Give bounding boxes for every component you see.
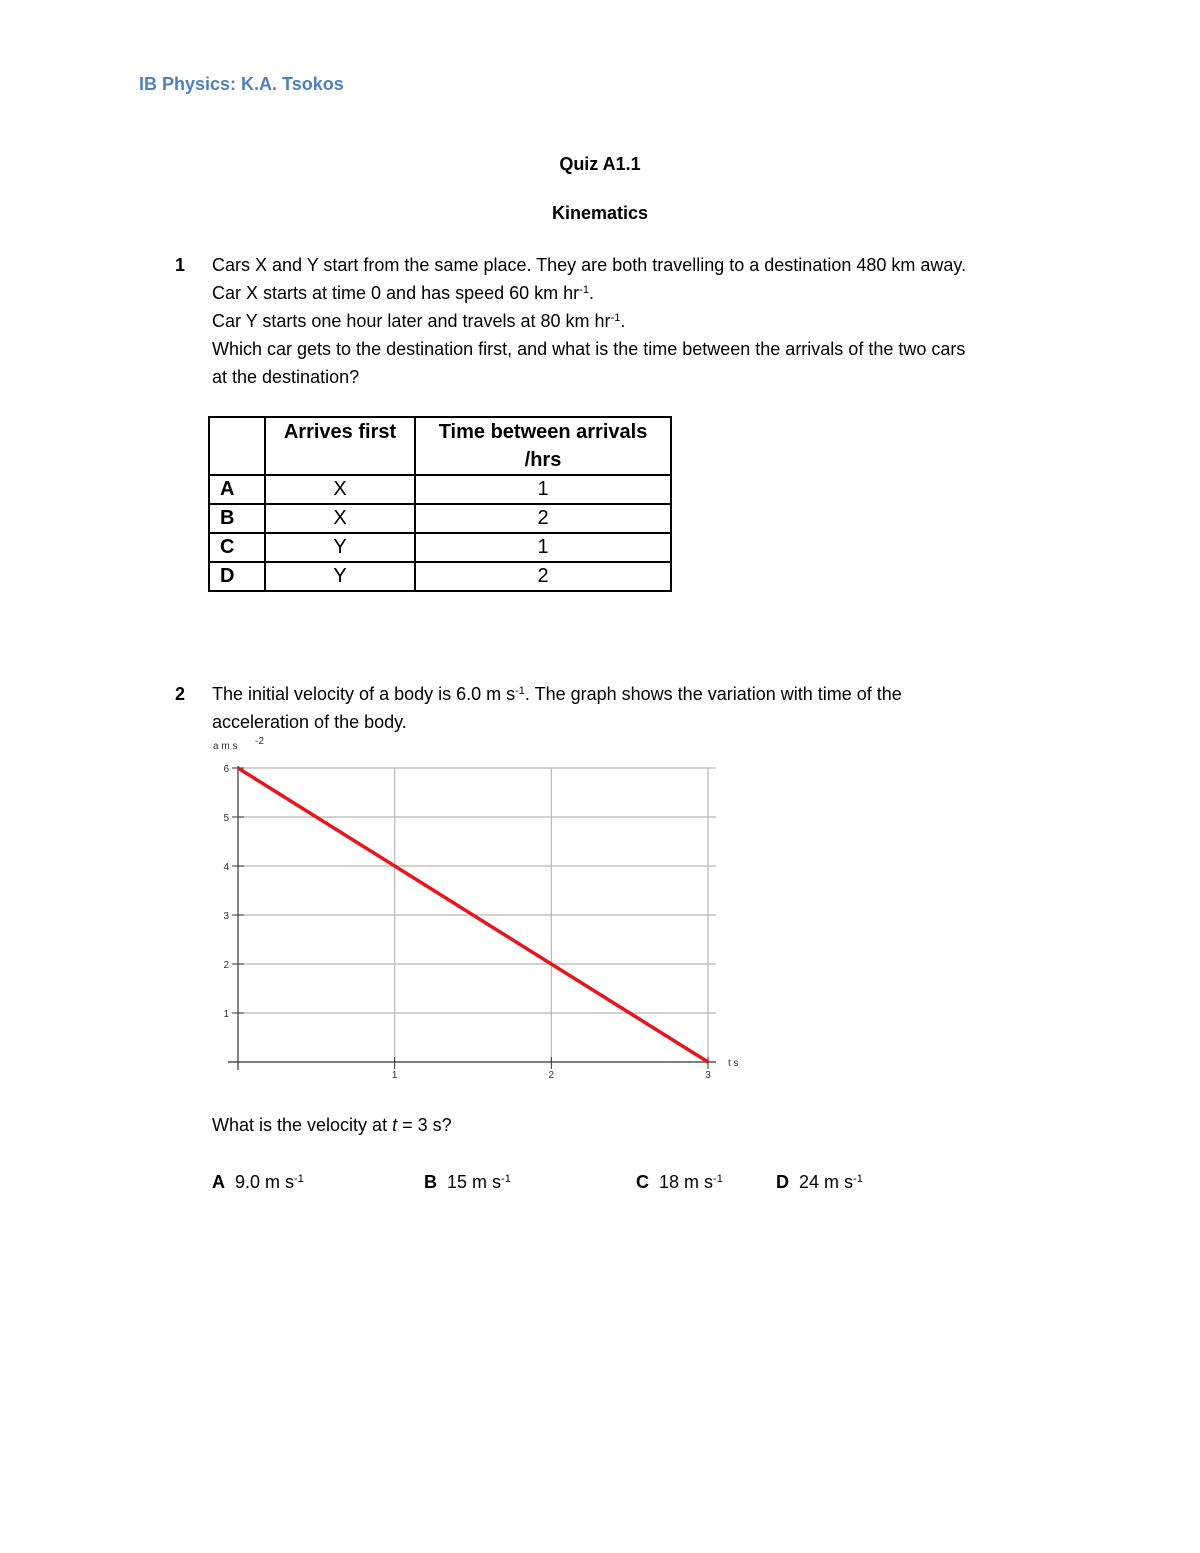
row-first: X: [265, 475, 415, 504]
table-row: [209, 475, 671, 504]
q2-line-1: The initial velocity of a body is 6.0 m $s^{-1}$. The graph shows the variation with time of the: [212, 684, 902, 704]
row-time: 2: [415, 504, 671, 533]
y-tick-label: 6: [223, 764, 229, 775]
row-first: Y: [265, 562, 415, 591]
question-2-text: [212, 680, 1072, 736]
q1-line-1: Cars X and Y start from the same place. They are both travelling to a destination 480 km away.: [212, 255, 967, 275]
option-c: C 18 m $s^{-1}$: [636, 1172, 723, 1192]
q2-line-2: acceleration of the body.: [212, 712, 407, 732]
x-axis-label: t s: [728, 1058, 739, 1069]
row-key: D: [209, 562, 265, 591]
x-tick-label: 3: [705, 1070, 711, 1081]
q1-line-3: Car Y starts one hour later and travels at 80 km $hr^{-1}$.: [212, 311, 626, 331]
y-axis-label: a m s: [213, 741, 238, 752]
question-1-text: [212, 251, 1072, 391]
row-key: C: [209, 533, 265, 562]
q1-line-2: Car X starts at time 0 and has speed 60 km $hr^{-1}$.: [212, 283, 594, 303]
option-a: A 9.0 m $s^{-1}$: [212, 1172, 304, 1192]
table-row: [209, 533, 671, 562]
header-arrives-first: Arrives first: [265, 417, 415, 475]
x-tick-label: 2: [548, 1070, 555, 1081]
row-key: B: [209, 504, 265, 533]
option-b: B 15 m $s^{-1}$: [424, 1172, 511, 1192]
document-header: IB Physics: K.A. Tsokos: [139, 74, 344, 94]
y-tick-label: 5: [223, 813, 229, 824]
y-tick-label: 3: [223, 911, 229, 922]
q1-line-4: Which car gets to the destination first, and what is the time between the arrivals of the two cars: [212, 339, 966, 359]
y-tick-label: 4: [223, 862, 229, 873]
quiz-subtitle: Kinematics: [551, 203, 649, 223]
option-d: D 24 m $s^{-1}$: [776, 1172, 863, 1192]
header-time-between: Time between arrivals /hrs: [415, 417, 671, 475]
row-first: X: [265, 504, 415, 533]
q1-line-5: at the destination?: [212, 367, 360, 387]
answer-table: [208, 416, 672, 592]
y-axis-label-exponent: -2: [255, 736, 264, 747]
question-1-number: 1: [175, 255, 186, 275]
y-tick-label: 2: [223, 960, 229, 971]
question-2-prompt: What is the velocity at t = 3 s?: [212, 1115, 452, 1135]
question-2-number: 2: [175, 684, 186, 704]
acceleration-time-graph: [205, 735, 765, 1085]
header-empty: [209, 417, 265, 475]
row-time: 1: [415, 533, 671, 562]
quiz-title: Quiz A1.1: [559, 154, 641, 174]
y-tick-label: 1: [223, 1009, 229, 1020]
table-row: [209, 562, 671, 591]
row-key: A: [209, 475, 265, 504]
row-first: Y: [265, 533, 415, 562]
row-time: 1: [415, 475, 671, 504]
answer-table-header: [209, 417, 671, 475]
x-tick-label: 1: [391, 1070, 398, 1081]
row-time: 2: [415, 562, 671, 591]
table-row: [209, 504, 671, 533]
